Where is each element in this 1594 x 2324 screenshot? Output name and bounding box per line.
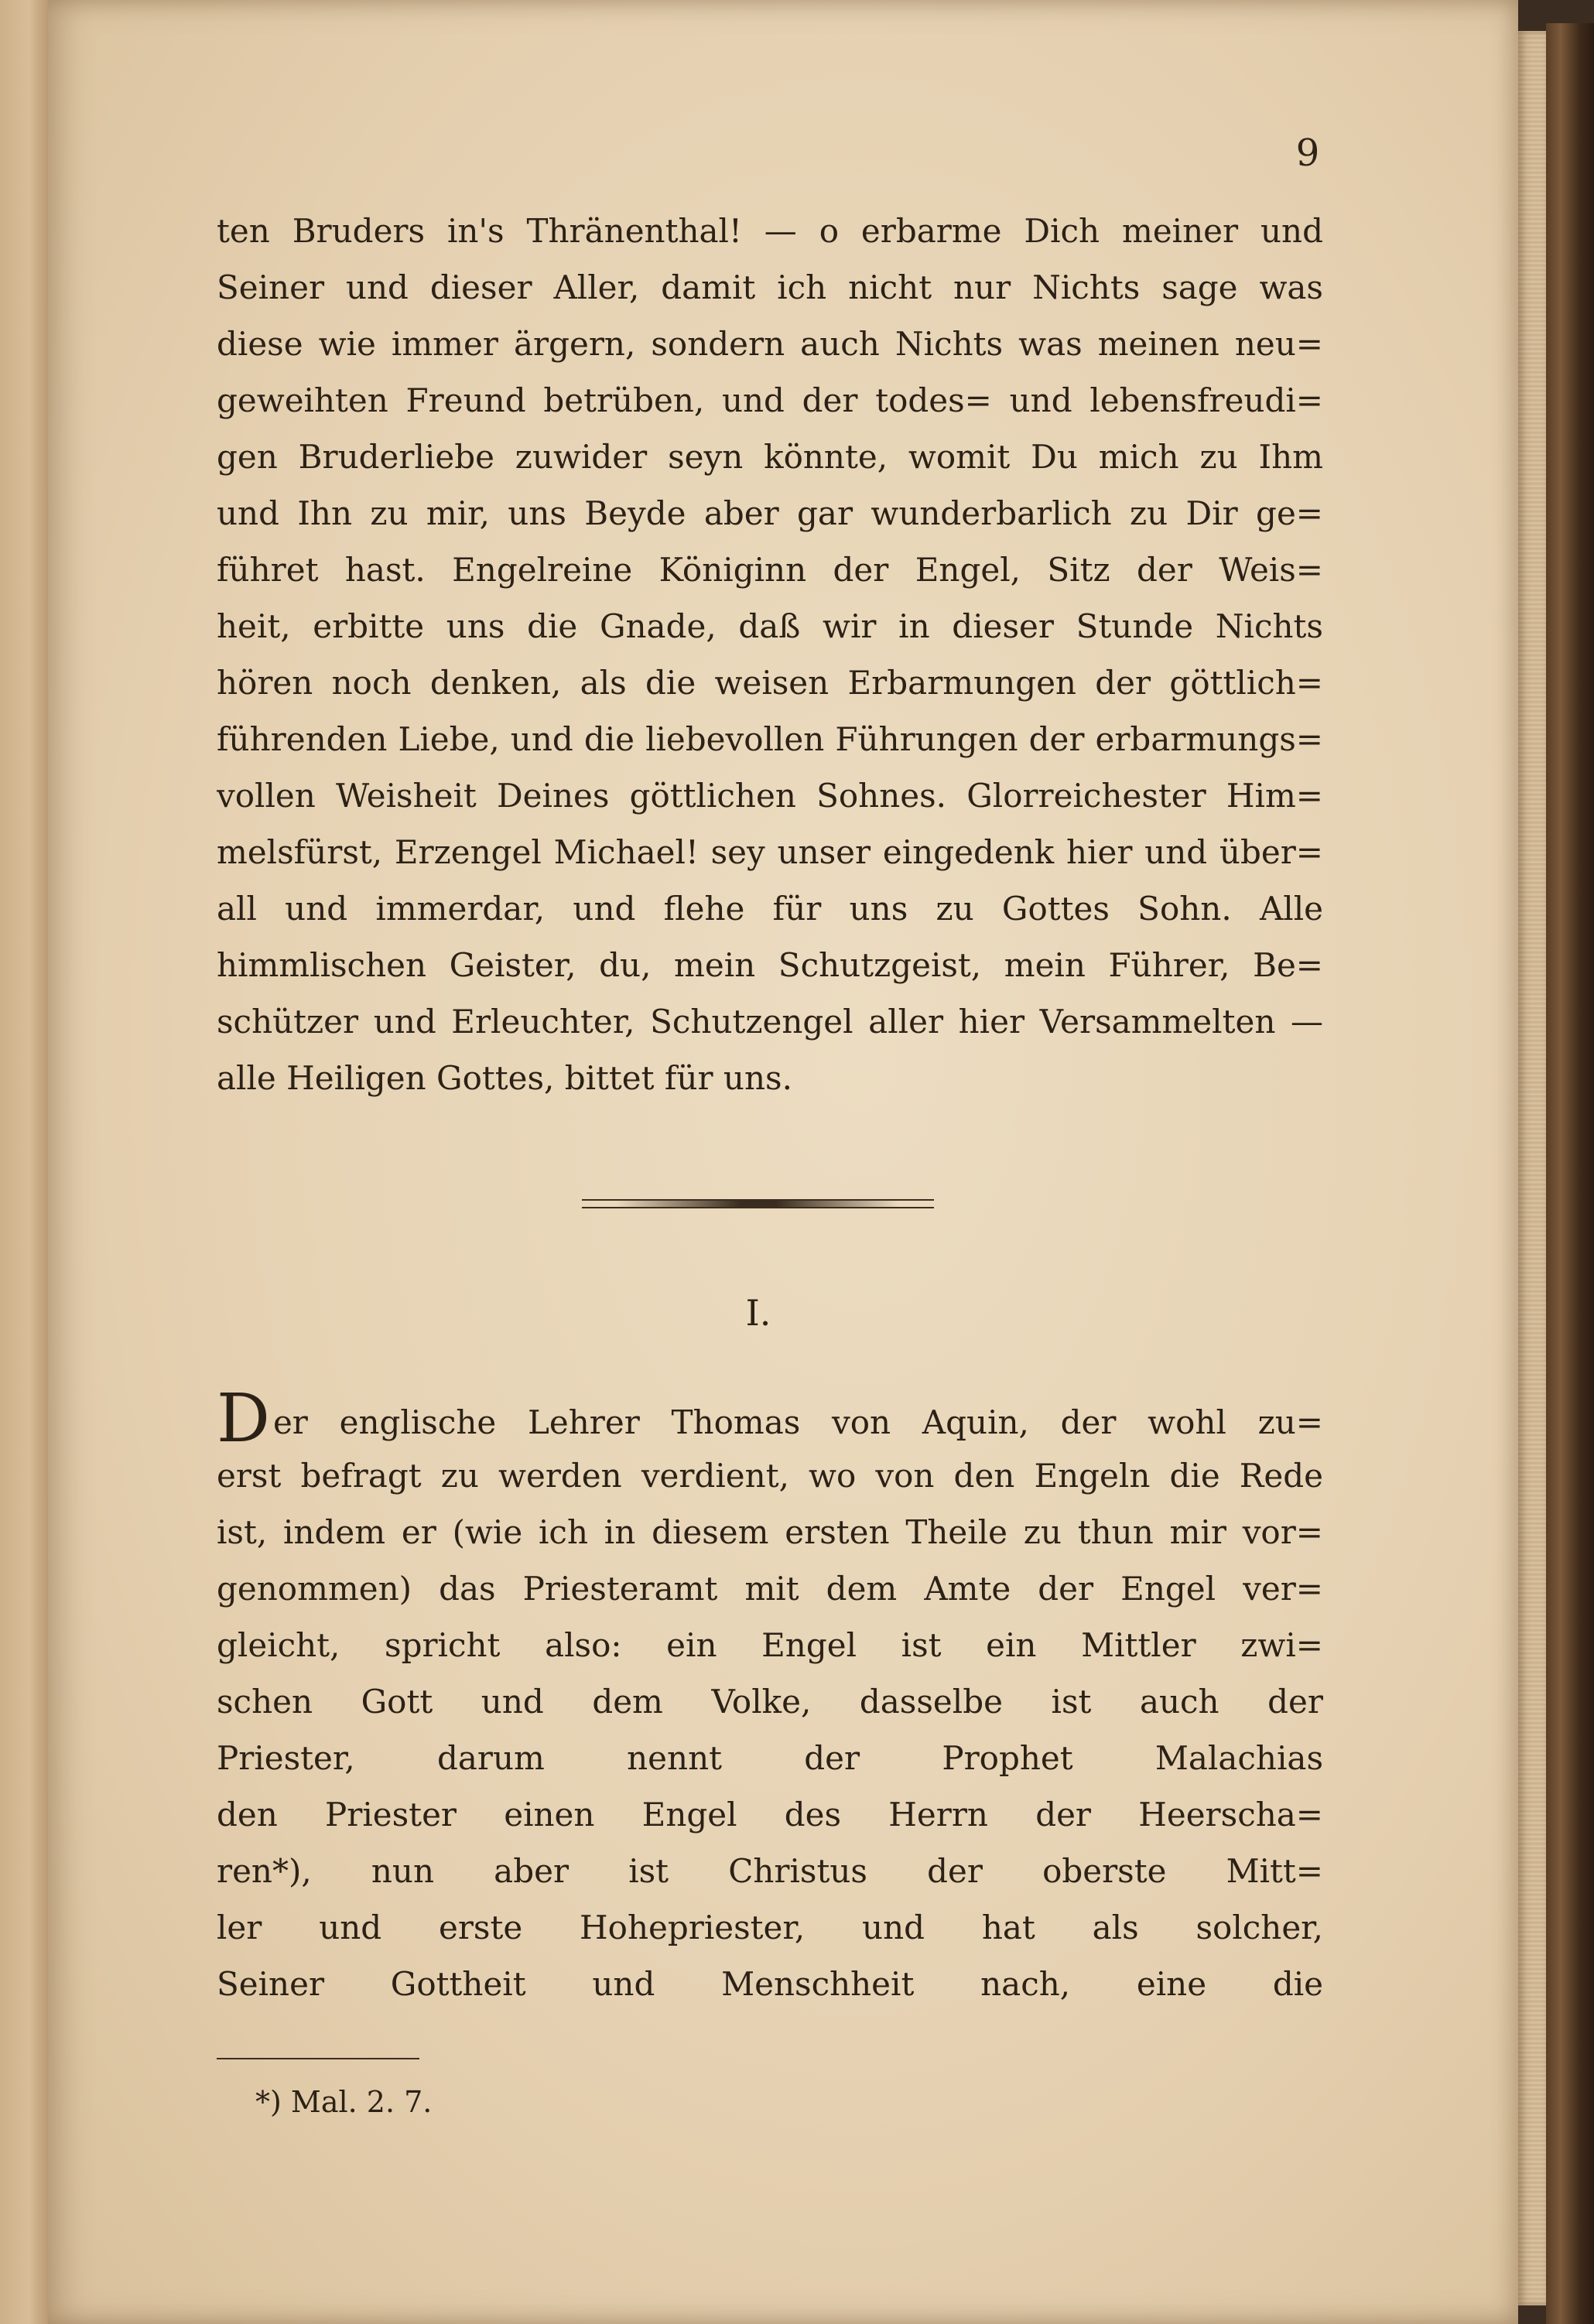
text-line: heit, erbitte uns die Gnade, daß wir in dieser Stunde Nichts (217, 607, 1323, 645)
text-line: genommen) das Priesteramt mit dem Amte der Engel ver= (217, 1570, 1323, 1608)
text-line: gleicht, spricht also: ein Engel ist ein Mittler zwi= (217, 1626, 1323, 1664)
text-line: vollen Weisheit Deines göttlichen Sohnes. Glorreichester Him= (217, 777, 1323, 815)
text-line: schen Gott und dem Volke, dasselbe ist auch der (217, 1683, 1323, 1721)
paragraph-2 (217, 1391, 1323, 2012)
text-line: ren*), nun aber ist Christus der oberste Mitt= (217, 1852, 1323, 1890)
book-cover (1546, 23, 1594, 2324)
paragraph-1 (217, 203, 1323, 1106)
page-number: 9 (1295, 132, 1320, 175)
text-line: Seiner Gottheit und Menschheit nach, eine die (217, 1965, 1323, 2003)
text-line: ten Bruders in's Thränenthal! — o erbarme Dich meiner und (217, 212, 1323, 250)
text-line (217, 1391, 1323, 1447)
text-line: Priester, darum nennt der Prophet Malachias (217, 1739, 1323, 1777)
text-line: hören noch denken, als die weisen Erbarmungen der göttlich= (217, 664, 1323, 702)
text-line: alle Heiligen Gottes, bittet für uns. (217, 1059, 792, 1097)
text-line: schützer und Erleuchter, Schutzengel aller hier Versammelten — (217, 1003, 1323, 1041)
ornamental-divider (582, 1199, 934, 1208)
text-line: gen Bruderliebe zuwider seyn könnte, womit Du mich zu Ihm (217, 438, 1323, 476)
text-line: ler und erste Hohepriester, und hat als solcher, (217, 1909, 1323, 1946)
text-line: erst befragt zu werden verdient, wo von den Engeln die Rede (217, 1457, 1323, 1495)
dropcap: D (217, 1391, 270, 1447)
text-line: diese wie immer ärgern, sondern auch Nichts was meinen neu= (217, 325, 1323, 363)
text-line: führet hast. Engelreine Königinn der Engel, Sitz der Weis= (217, 551, 1323, 589)
text-line: himmlischen Geister, du, mein Schutzgeist, mein Führer, Be= (217, 946, 1323, 984)
text-line: den Priester einen Engel des Herrn der Heerscha= (217, 1796, 1323, 1834)
text-line: und Ihn zu mir, uns Beyde aber gar wunderbarlich zu Dir ge= (217, 494, 1323, 532)
text-line: melsfürst, Erzengel Michael! sey unser eingedenk hier und über= (217, 833, 1323, 871)
footnote-rule (217, 2058, 419, 2059)
previous-page-edge (0, 0, 48, 2324)
footnote: *) Mal. 2. 7. (255, 2085, 433, 2119)
section-heading: I. (745, 1292, 771, 1334)
text-line: führenden Liebe, und die liebevollen Führungen der erbarmungs= (217, 720, 1323, 758)
text-line: ist, indem er (wie ich in diesem ersten Theile zu thun mir vor= (217, 1513, 1323, 1551)
page-edges (1518, 31, 1546, 2305)
text-line: Seiner und dieser Aller, damit ich nicht nur Nichts sage was (217, 268, 1323, 306)
text-line: all und immerdar, und flehe für uns zu Gottes Sohn. Alle (217, 890, 1323, 928)
text-line-content: er englische Lehrer Thomas von Aquin, der wohl zu= (272, 1403, 1323, 1441)
text-line: geweihten Freund betrüben, und der todes= und lebensfreudi= (217, 381, 1323, 419)
